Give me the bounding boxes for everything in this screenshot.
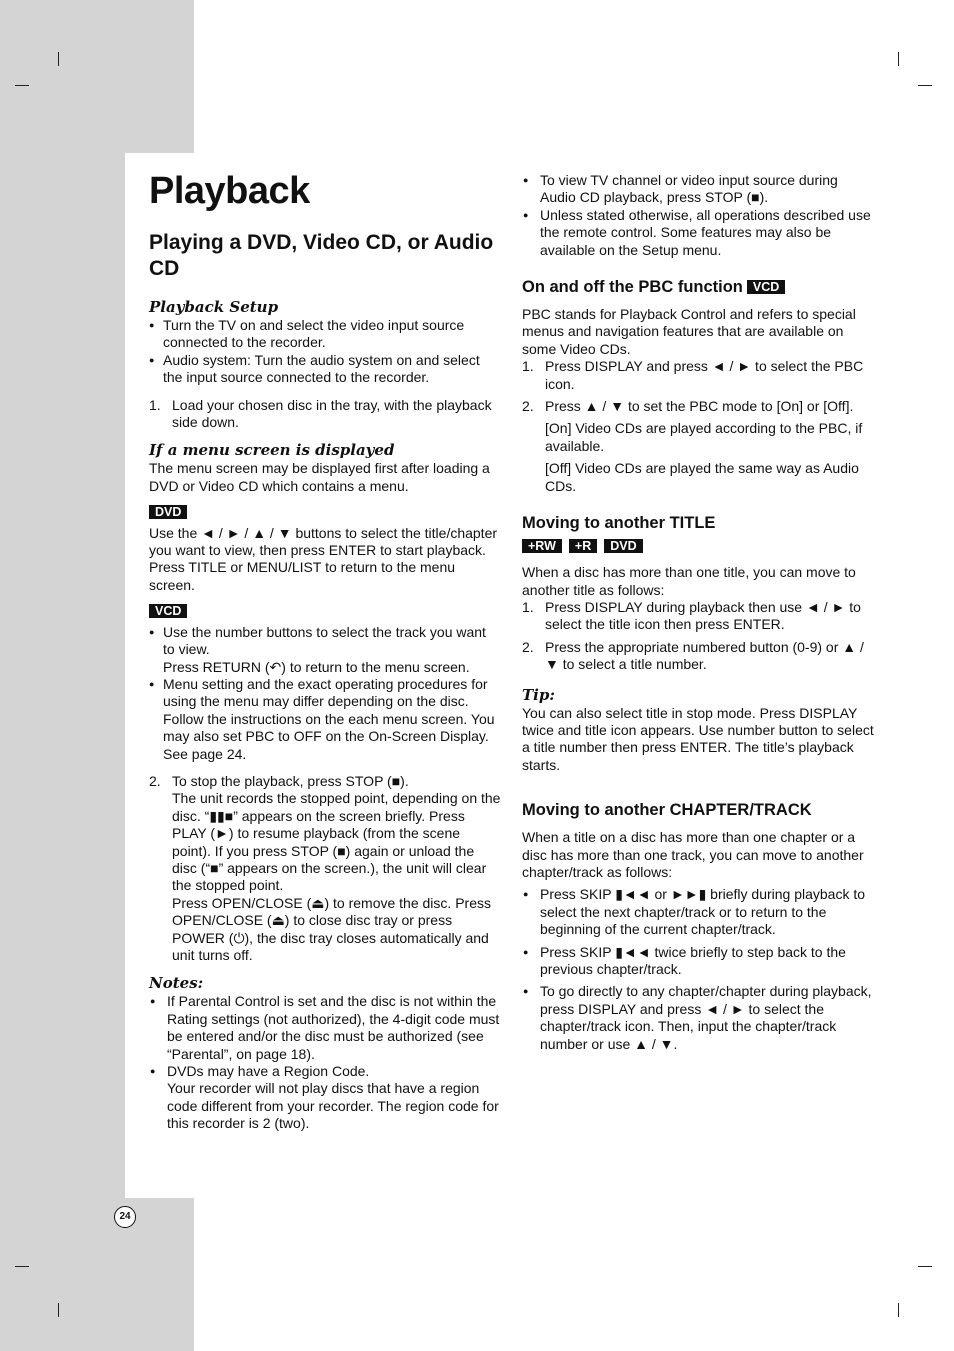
vcd-badge: VCD: [149, 604, 187, 618]
crop-mark: [898, 1303, 899, 1317]
chapter-list: [522, 886, 874, 1053]
title-heading: Moving to another TITLE: [522, 514, 716, 533]
chapter-intro: When a title on a disc has more than one chapter or a disc has more than one track, you can move to another chapter/track as follows:: [522, 829, 864, 880]
list-item: ● Use the number buttons to select the track you want to view. Press RETURN (↶) to return to the menu screen.: [149, 624, 501, 676]
crop-mark: [898, 52, 899, 66]
step-1: 1. Press DISPLAY and press ◄ / ► to select the PBC icon.: [522, 358, 864, 392]
pbc-on-description: [On] Video CDs are played according to the PBC, if available.: [545, 420, 863, 454]
margin-band-left: [0, 153, 125, 1198]
title-steps: [522, 599, 874, 674]
tip-heading: Tip:: [522, 685, 555, 704]
crop-mark: [918, 85, 932, 86]
dvd-instructions: Use the ◄ / ► / ▲ / ▼ buttons to select the title/chapter you want to view, then press ENTER to start playback.: [149, 524, 498, 559]
menu-screen-heading: If a menu screen is displayed: [149, 441, 395, 460]
chapter-heading: Moving to another CHAPTER/TRACK: [522, 801, 812, 820]
title-badges: [522, 539, 874, 553]
crop-mark: [15, 1266, 29, 1267]
crop-mark: [58, 1303, 59, 1317]
menu-intro: The menu screen may be displayed first after loading a DVD or Video CD which contains a menu.: [149, 460, 490, 494]
section-title: Playing a DVD, Video CD, or Audio CD: [149, 231, 494, 280]
margin-band-bottom: [0, 1198, 194, 1351]
tip-text: You can also select title in stop mode. Press DISPLAY twice and title icon appears. Use number button to select a title number then press ENTER. The title’s playback starts.: [522, 704, 874, 773]
page-number: 24: [114, 1206, 136, 1228]
pbc-heading: On and off the PBC function VCD: [522, 277, 874, 297]
pbc-intro: PBC stands for Playback Control and refers to special menus and navigation features that are available on some Video CDs.: [522, 306, 856, 357]
list-item: ● Turn the TV on and select the video input source connected to the recorder.: [149, 317, 501, 352]
step-2: 2. Press the appropriate numbered button (0-9) or ▲ / ▼ to select a title number.: [522, 638, 864, 673]
step-1: 1. Load your chosen disc in the tray, with the playback side down.: [149, 396, 492, 431]
crop-mark: [15, 85, 29, 86]
list-item: ● If Parental Control is set and the disc is not within the Rating settings (not authorized), the 4-digit code must be entered and/or the disc must be authorized (see “Parental”, on page 18).: [149, 993, 501, 1063]
list-item: ● Unless stated otherwise, all operations described use the remote control. Some features may also be available on the Setup menu.: [522, 207, 874, 259]
playback-setup-heading: Playback Setup: [149, 298, 279, 316]
plus-r-badge: +R: [569, 539, 597, 553]
list-item: ● To view TV channel or video input source during Audio CD playback, press STOP (■).: [522, 172, 874, 207]
dvd-badge: DVD: [604, 539, 642, 553]
notes-list: [149, 993, 501, 1132]
dvd-badge: DVD: [149, 505, 187, 519]
list-item: ● DVDs may have a Region Code. Your recorder will not play discs that have a region code different from your recorder. The region code for this recorder is 2 (two).: [149, 1063, 501, 1133]
step-list: [149, 397, 501, 432]
right-column: [522, 172, 874, 1053]
dvd-return-instructions: Press TITLE or MENU/LIST to return to the menu screen.: [149, 559, 456, 593]
vcd-list: [149, 624, 501, 763]
pbc-steps: [522, 358, 874, 415]
vcd-badge: VCD: [747, 280, 785, 294]
crop-mark: [918, 1266, 932, 1267]
list-item: ● To go directly to any chapter/chapter during playback, press DISPLAY and press ◄ / ► to select the chapter/track icon. Then, input the chapter/track number or use ▲ / ▼.: [522, 983, 874, 1053]
list-item: ● Press SKIP ▮◄◄ or ►►▮ briefly during playback to select the next chapter/track or to return to the beginning of the current chapter/track.: [522, 886, 874, 938]
left-column: [149, 168, 501, 1133]
setup-list: [149, 317, 501, 387]
general-notes-list: [522, 172, 874, 259]
plus-rw-badge: +RW: [522, 539, 562, 553]
pbc-off-description: [Off] Video CDs are played the same way as Audio CDs.: [545, 460, 859, 494]
list-item: ● Menu setting and the exact operating procedures for using the menu may differ depending on the disc. Follow the instructions on the each menu screen. You may also set PBC to OFF on the On-Screen Display. See page 24.: [149, 676, 501, 763]
list-item: ● Audio system: Turn the audio system on and select the input source connected to the recorder.: [149, 352, 501, 387]
step-2: 2. Press ▲ / ▼ to set the PBC mode to [On] or [Off].: [522, 398, 854, 415]
step-1: 1. Press DISPLAY during playback then use ◄ / ► to select the title icon then press ENTER.: [522, 598, 861, 633]
crop-mark: [58, 52, 59, 66]
title-intro: When a disc has more than one title, you can move to another title as follows:: [522, 564, 856, 598]
step-2: 2. To stop the playback, press STOP (■). The unit records the stopped point, depending on the disc. “▮▮■” appears on the screen briefly. Press PLAY (►) to resume playback (from the scene point). If you press STOP (■) again or unload the disc (“■” appears on the screen.), the unit will clear the stopped point. Press OPEN/CLOSE (⏏) to remove the disc. Press OPEN/CLOSE (⏏) to close disc tray or press POWER (⏻), the disc tray closes automatically and unit turns off.: [149, 772, 501, 963]
margin-band-top: [0, 0, 194, 153]
notes-heading: Notes:: [149, 974, 204, 993]
list-item: ● Press SKIP ▮◄◄ twice briefly to step back to the previous chapter/track.: [522, 944, 874, 979]
page-title: Playback: [149, 170, 310, 212]
step-list: [149, 773, 501, 964]
